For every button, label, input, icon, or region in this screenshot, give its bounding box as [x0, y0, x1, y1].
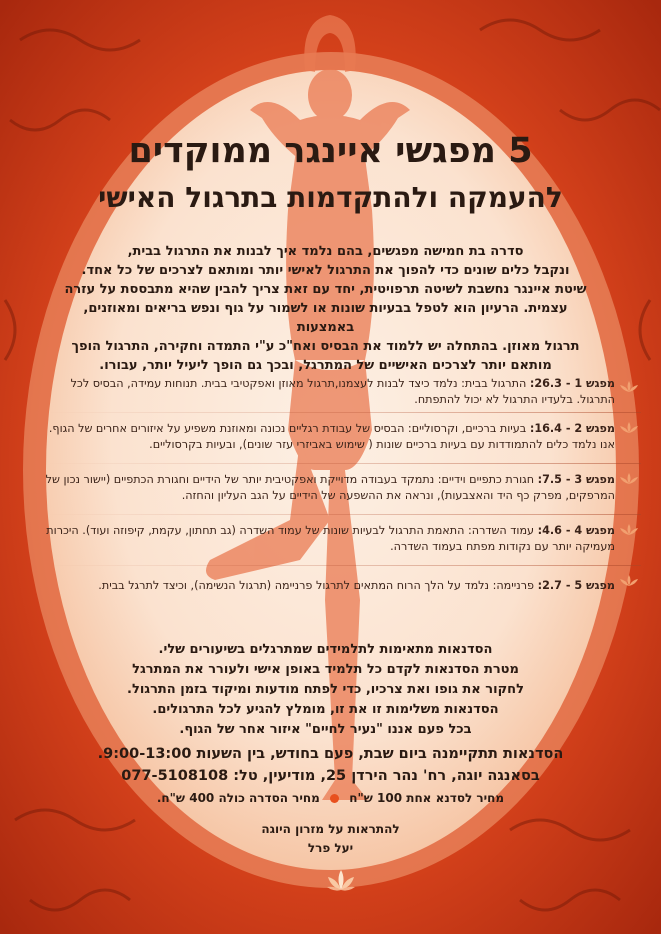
session-text: התרגול בבית: נלמד כיצד לבנות לעצמנו,תרגול מאוזן ואפקטיבי בבית. תנוחות עמידה, הבסיס לכל התרגול. בלעדיו התרגול לא יכול להתפתח. [70, 377, 615, 406]
event-info [60, 743, 601, 809]
lotus-icon [619, 523, 639, 537]
session-text: עמוד השדרה: התאמת התרגול לבעיות שונות של עמוד השדרה (גב תחתון, עקמת, קיפוזה ועוד). היכרות מעמיקה יותר עם נקודות מפתח בעמוד השדרה. [46, 524, 615, 553]
intro-paragraph [60, 242, 591, 375]
signature-name: יעל פרל [307, 841, 354, 855]
intro-line: ונקבל כלים שונים כדי להפוך את התרגול לאישי יותר ומותאם לצרכים של כל אחד. [81, 263, 570, 278]
price-single: מחיר לסדנא אחת 100 ש"ח [349, 791, 505, 805]
session-text: פרניימה: נלמד על הלך הרוח המתאים לתרגול פרניימה (תרגול הנשימה), וכיצד לתרגל בבית. [98, 579, 535, 592]
session-label: מפגש 3 - 7.5: [537, 473, 615, 486]
sessions-list [36, 372, 641, 610]
workshop-line: בכל פעם אננו "נעיר לחיים" איזור אחר של הגוף. [179, 722, 472, 737]
price-series: מחיר הסדרה כולה 400 ש"ח. [156, 791, 320, 805]
workshop-description [70, 640, 581, 740]
intro-line: תרגול מאוזן. בהתחלה יש ללמוד את הבסיס ואח"כ ע"י התמדה וחקירה, התרגול הופך [71, 339, 580, 354]
intro-line: מותאם יותר לצרכים האישיים של המתרגל, ובכך גם הופך ליעיל יותר, עבורו. [99, 358, 552, 373]
session-label: מפגש 2 - 16.4: [529, 422, 615, 435]
workshop-line: מטרת הסדנאות לקדם כל תלמיד באופן אישי ולעורר את המתרגל [132, 662, 519, 677]
location-line: בסאנגה יוגה, רח' נהר הירדן 25, מודיעין, טל: 077-5108108 [121, 768, 540, 784]
session-1 [36, 372, 641, 412]
intro-line: סדרה בת חמישה מפגשים, בהם נלמד איך לבנות את התרגול בבית, [127, 244, 524, 259]
intro-line: שיטת איינגר נחשבת לשיטה תרפויטית, יחד עם זאת צריך להבין שהיא מתבססת על עזרה [64, 282, 587, 297]
lotus-icon [326, 868, 356, 894]
session-text: חגורת כתפיים וידיים: נתמקד בעבודה מדוייקת ואפקטיבית יותר של הידיים וחגורת הכתפיים (יישור נכון של המרפקים, מפרק כף היד והאצבעות), ונראה את ההשפעה של הידיים על הגב העליון והחזה. [45, 473, 615, 502]
workshop-line: הסדנאות מתאימות לתלמידים שמתרגלים בשיעורים שלי. [158, 642, 493, 657]
session-5 [36, 566, 641, 610]
page-title: 5 מפגשי איינגר ממוקדים [128, 131, 533, 171]
session-text: בעיות ברכיים, וקרסוליים: הבסיס של עבודת רגליים נכונה ומאוזנת משפיע על איזורים אחרים של הגוף. אנו נלמד כלים להתמודדות עם בעיות ברכיים שונות ( שימוש באביזרי עזר שונים), ובעיות בקרסוליים. [48, 422, 615, 451]
session-2 [36, 413, 641, 463]
lotus-icon [619, 472, 639, 486]
lotus-icon [619, 574, 639, 588]
price-line [60, 787, 601, 809]
page-subtitle: להעמקה ולהתקדמות בתרגול האישי [98, 181, 563, 214]
intro-line: עצמית. הרעיון הוא לטפל בבעיות שונות או לשמור על גוף ונפש בריאים ומאוזנים, באמצעות [83, 301, 568, 335]
workshop-line: לחקור את גופו ואת צרכיו, כדי לפתח מודעות ומיקוד בזמן התרגול. [127, 682, 524, 697]
lotus-icon [619, 421, 639, 435]
session-4 [36, 515, 641, 565]
signature-greeting: להתראות על מזרון היוגה [261, 822, 400, 836]
session-label: מפגש 5 - 2.7: [537, 579, 615, 592]
session-label: מפגש 1 - 26.3: [529, 377, 615, 390]
workshop-line: הסדנאות משלימות זו את זו, מומלץ להגיע לכל התרגולים. [152, 702, 499, 717]
session-3 [36, 464, 641, 514]
schedule-line: הסדנאות תתקיימנה ביום שבת, פעם בחודש, בין השעות 9:00-13:00. [97, 746, 564, 762]
signature [60, 820, 601, 858]
session-label: מפגש 4 - 4.6: [537, 524, 615, 537]
bullet-dot-icon [330, 794, 339, 803]
lotus-icon [619, 380, 639, 394]
